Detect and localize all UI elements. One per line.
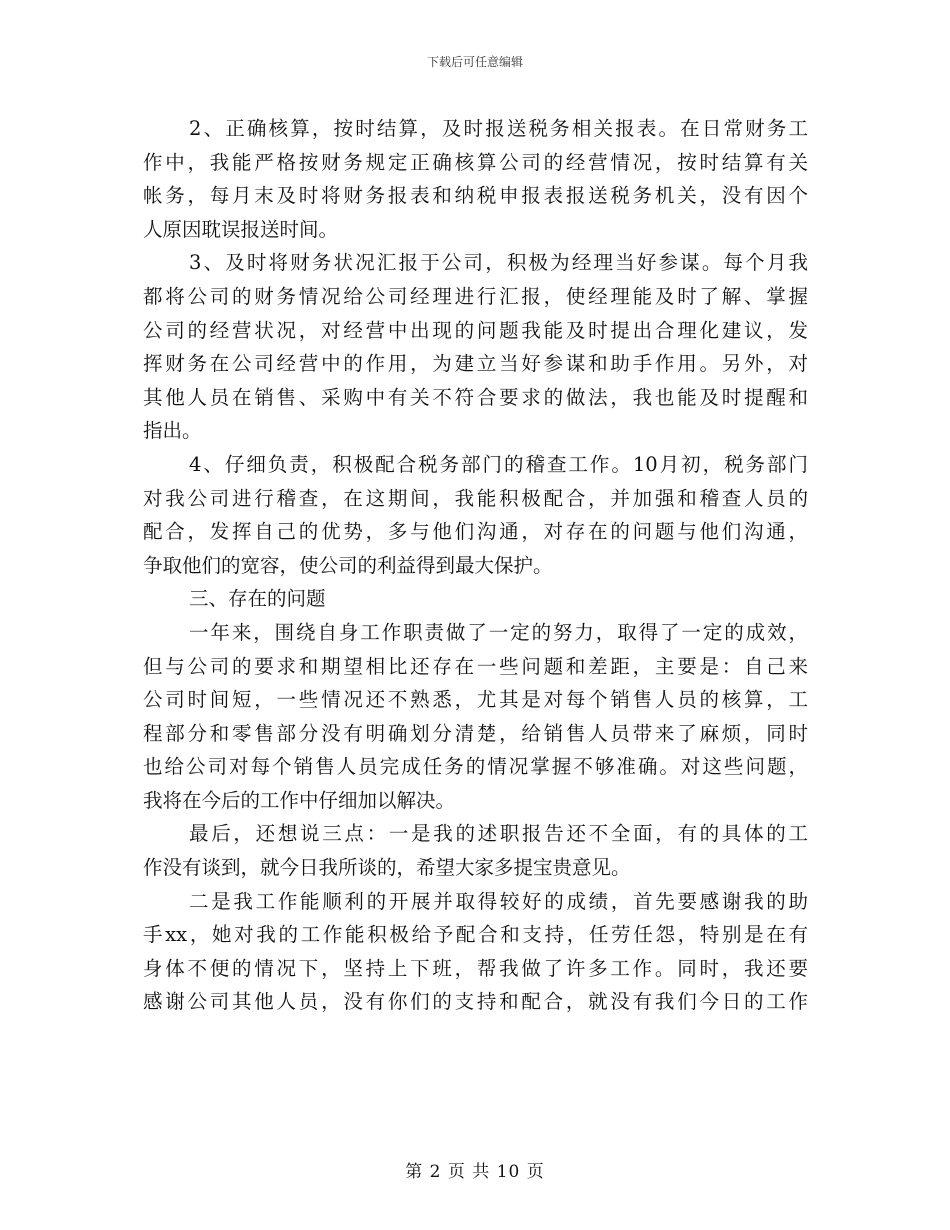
text-line: 帐务，每月末及时将财务报表和纳税申报表报送税务机关，没有因个 <box>143 184 808 208</box>
text-line: 一年来，围绕自身工作职责做了一定的努力，取得了一定的成效， <box>189 620 808 644</box>
text-line: 人原因耽误报送时间。 <box>143 217 339 241</box>
text-line: 二是我工作能顺利的开展并取得较好的成绩，首先要感谢我的助 <box>189 889 808 913</box>
text-line: 程部分和零售部分没有明确划分清楚，给销售人员带来了麻烦，同时 <box>143 721 808 745</box>
text-line: 都将公司的财务情况给公司经理进行汇报，使经理能及时了解、掌握 <box>143 284 808 308</box>
text-line: 对我公司进行稽查，在这期间，我能积极配合，并加强和稽查人员的 <box>143 486 808 510</box>
text-line: 身体不便的情况下，坚持上下班，帮我做了许多工作。同时，我还要 <box>143 956 808 980</box>
text-line: 但与公司的要求和期望相比还存在一些问题和差距，主要是：自己来 <box>143 654 808 678</box>
text-line: 2、正确核算，按时结算，及时报送税务相关报表。在日常财务工 <box>189 117 808 140</box>
text-line: 3、及时将财务状况汇报于公司，积极为经理当好参谋。每个月我 <box>189 251 808 275</box>
text-line: 手xx，她对我的工作能积极给予配合和支持，任劳任怨，特别是在有 <box>143 923 808 947</box>
body-text <box>143 112 808 1019</box>
text-line: 最后，还想说三点：一是我的述职报告还不全面，有的具体的工 <box>189 822 808 846</box>
text-line: 公司时间短，一些情况还不熟悉，尤其是对每个销售人员的核算，工 <box>143 688 808 712</box>
text-line: 作中，我能严格按财务规定正确核算公司的经营情况，按时结算有关 <box>143 150 808 174</box>
text-line: 也给公司对每个销售人员完成任务的情况掌握不够准确。对这些问题， <box>143 755 808 779</box>
text-line: 公司的经营状况，对经营中出现的问题我能及时提出合理化建议，发 <box>143 318 808 342</box>
text-line: 挥财务在公司经营中的作用，为建立当好参谋和助手作用。另外，对 <box>143 352 808 376</box>
text-line: 作没有谈到，就今日我所谈的，希望大家多提宝贵意见。 <box>143 856 631 880</box>
text-line: 争取他们的宽容，使公司的利益得到最大保护。 <box>143 553 553 577</box>
text-line: 指出。 <box>143 419 202 443</box>
text-line: 4、仔细负责，积极配合税务部门的稽查工作。10月初，税务部门 <box>189 452 808 476</box>
text-line: 其他人员在销售、采购中有关不符合要求的做法，我也能及时提醒和 <box>143 385 808 409</box>
text-line: 配合，发挥自己的优势，多与他们沟通，对存在的问题与他们沟通， <box>143 520 808 544</box>
text-line: 三、存在的问题 <box>189 587 326 611</box>
page-footer: 第 2 页 共 10 页 <box>405 1162 545 1182</box>
text-line: 感谢公司其他人员，没有你们的支持和配合，就没有我们今日的工作 <box>143 990 808 1014</box>
text-line: 我将在今后的工作中仔细加以解决。 <box>143 788 456 812</box>
page-header: 下载后可任意编辑 <box>426 55 523 69</box>
